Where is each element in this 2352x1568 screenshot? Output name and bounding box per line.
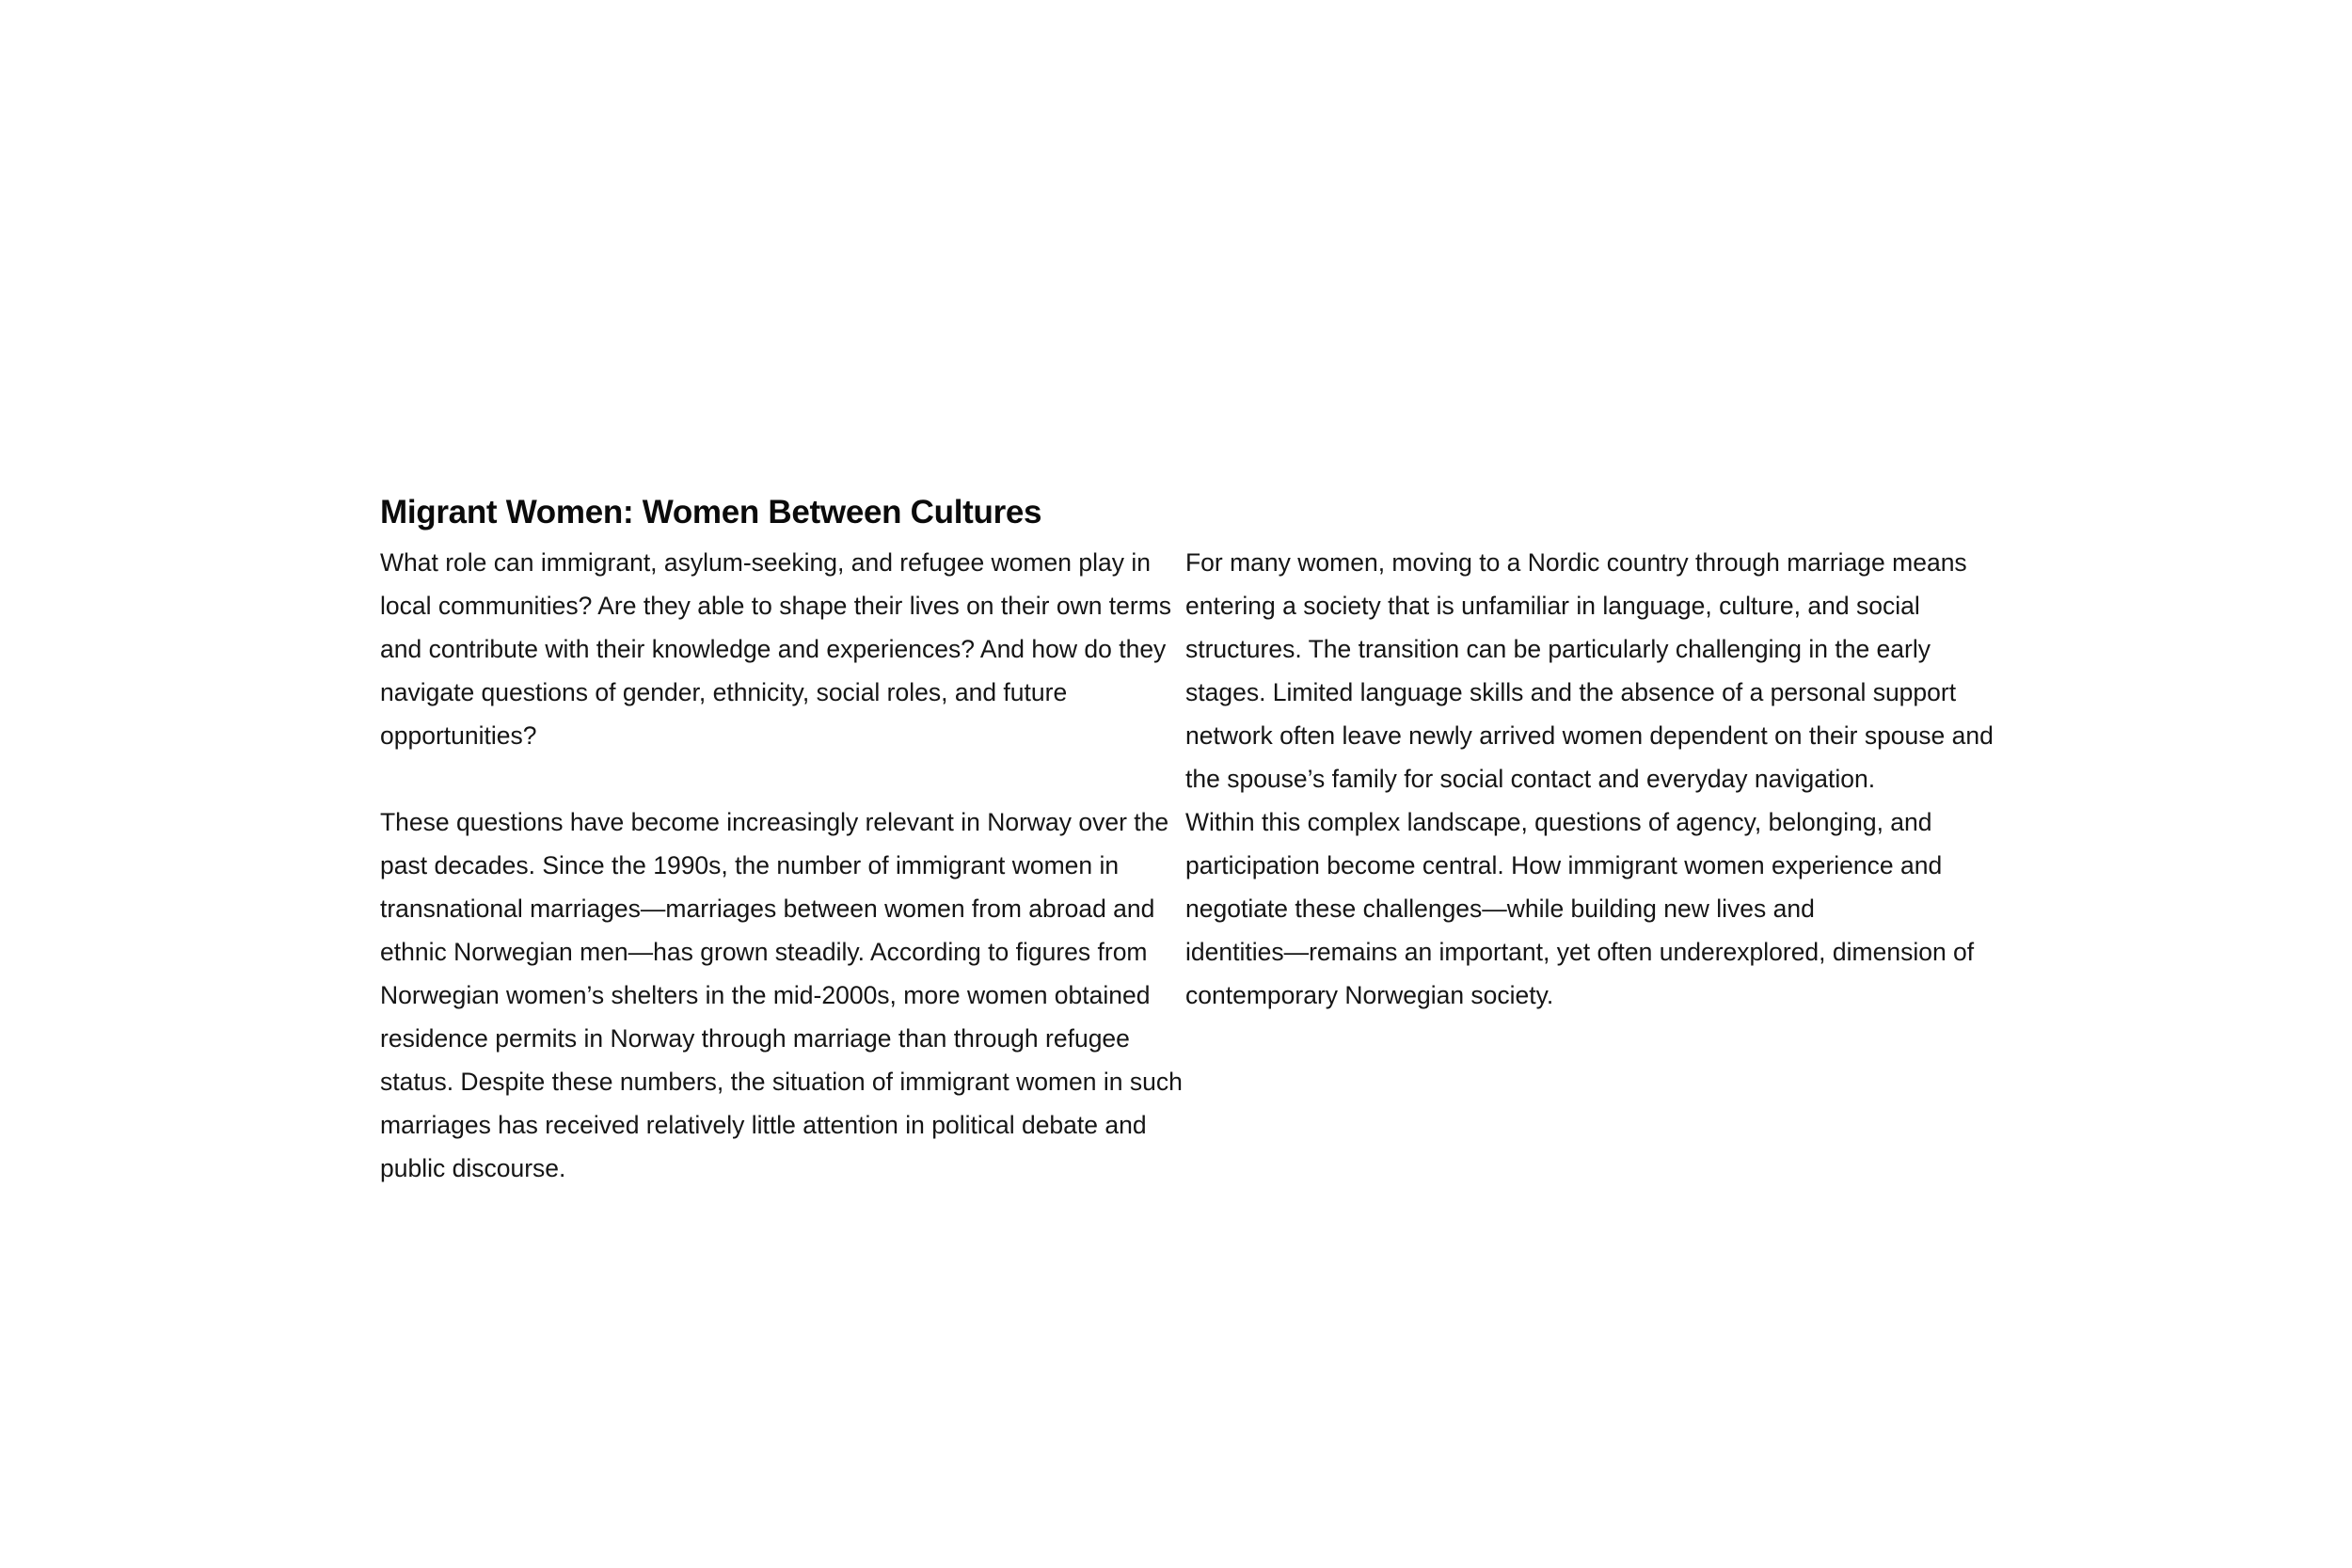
left-paragraph-2: [380, 800, 1183, 1190]
text-line: ethnic Norwegian men—has grown steadily. According to figures from: [380, 938, 1148, 966]
text-line: and contribute with their knowledge and experiences? And how do they: [380, 635, 1167, 663]
text-line: opportunities?: [380, 721, 537, 750]
text-line: residence permits in Norway through marriage than through refugee: [380, 1024, 1130, 1053]
right-paragraph-2: [1185, 800, 1994, 1017]
text-line: contemporary Norwegian society.: [1185, 981, 1554, 1009]
text-line: entering a society that is unfamiliar in language, culture, and social: [1185, 592, 1920, 620]
left-column: [380, 541, 1183, 1190]
text-line: identities—remains an important, yet often underexplored, dimension of: [1185, 938, 1975, 966]
text-line: marriages has received relatively little attention in political debate and: [380, 1111, 1147, 1139]
text-line: These questions have become increasingly relevant in Norway over the: [380, 808, 1169, 836]
text-line: Norwegian women’s shelters in the mid-2000s, more women obtained: [380, 981, 1151, 1009]
right-paragraph-1: [1185, 541, 1994, 800]
text-line: status. Despite these numbers, the situation of immigrant women in such: [380, 1068, 1183, 1096]
text-line: network often leave newly arrived women dependent on their spouse and: [1185, 721, 1994, 750]
paragraph-gap: [380, 757, 1180, 800]
text-line: Within this complex landscape, questions of agency, belonging, and: [1185, 808, 1932, 836]
text-line: What role can immigrant, asylum-seeking, and refugee women play in: [380, 548, 1151, 577]
text-line: local communities? Are they able to shape their lives on their own terms: [380, 592, 1172, 620]
text-line: public discourse.: [380, 1154, 566, 1182]
page-title: Migrant Women: Women Between Cultures: [380, 494, 1042, 531]
text-line: the spouse’s family for social contact and everyday navigation.: [1185, 765, 1876, 793]
text-line: stages. Limited language skills and the absence of a personal support: [1185, 678, 1957, 706]
text-line: transnational marriages—marriages between women from abroad and: [380, 895, 1155, 923]
text-line: For many women, moving to a Nordic country through marriage means: [1185, 548, 1967, 577]
text-line: participation become central. How immigrant women experience and: [1185, 851, 1943, 879]
text-line: negotiate these challenges—while building new lives and: [1185, 895, 1815, 923]
left-paragraph-1: [380, 541, 1180, 757]
text-line: navigate questions of gender, ethnicity, social roles, and future: [380, 678, 1068, 706]
text-line: past decades. Since the 1990s, the number of immigrant women in: [380, 851, 1120, 879]
text-line: structures. The transition can be particularly challenging in the early: [1185, 635, 1931, 663]
right-column: [1185, 541, 1994, 1017]
